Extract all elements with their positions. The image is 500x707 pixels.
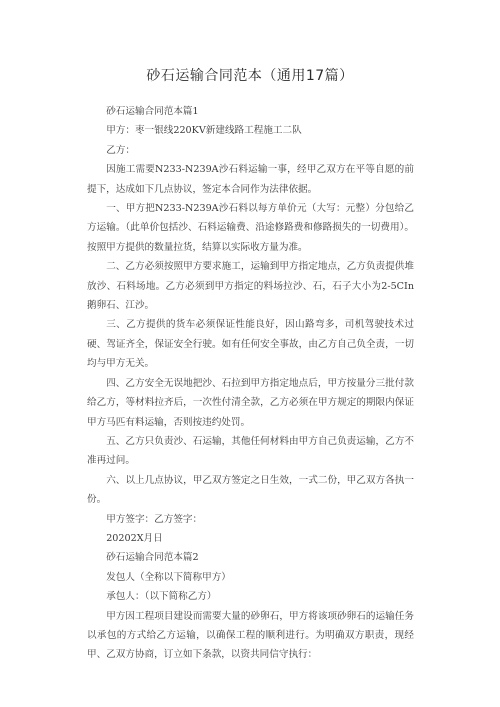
clause-6: 六、以上几点协议，甲乙双方签定之日生效，一式二份，甲乙双方各执一份。 — [87, 474, 414, 506]
clause-5: 五、乙方只负责沙、石运输，其他任何材料由甲方自己负责运输，乙方不准再过问。 — [87, 435, 414, 467]
clause-4: 四、乙方安全无误地把沙、石拉到甲方指定地点后，甲方按量分三批付款给乙方，等材料拉齐后，一次性付清全款，乙方必须在甲方规定的期限内保证甲方马匹有料运输，否则按违约处罚。 — [87, 377, 414, 428]
signature-line: 甲方签字：乙方签字： — [106, 513, 203, 525]
section-heading-2: 砂石运输合同范本篇2 — [106, 552, 199, 564]
paragraph-purpose: 甲方因工程项目建设而需要大量的砂卵石，甲方将该项砂卵石的运输任务以承包的方式给乙方运输，以确保工程的顺利进行。为明确双方职责，现经甲、乙双方协商，订立如下条款，以资共同信守执行： — [87, 610, 414, 661]
document-body — [87, 102, 414, 665]
paragraph-intro: 因施工需要N233-N239A沙石料运输一事，经甲乙双方在平等自愿的前提下，达成如下几点协议，签定本合同作为法律依据。 — [87, 164, 414, 195]
date-line: 20202X月日 — [106, 532, 163, 544]
clause-1: 一、甲方把N233-N239A沙石料以每方单价元（大写：元整）分包给乙方运输。（此单价包括沙、石料运输费、沿途修路费和修路损失的一切费用）。按照甲方提供的数量拉货，结算以实际收方量为准。 — [87, 203, 414, 253]
clause-2: 二、乙方必须按照甲方要求施工，运输到甲方指定地点，乙方负责提供堆放沙、石料场地。乙方必须到甲方指定的料场拉沙、石，石子大小为2-5CIn鹅卵石、江沙。 — [87, 261, 414, 312]
party-a-line: 甲方：枣一银线220KV新建线路工程施工二队 — [106, 125, 302, 137]
party-b-line: 乙方： — [106, 144, 135, 156]
document-title: 砂石运输合同范本（通用17篇） — [146, 68, 354, 84]
clause-3: 三、乙方提供的货车必须保证性能良好，因山路弯多，司机驾驶技术过硬、驾证齐全，保证安全行驶。如有任何安全事故，由乙方自己负全责，一切均与甲方无关。 — [87, 319, 414, 370]
contractor-line: 发包人（全称以下简称甲方） — [106, 571, 231, 583]
section-heading-1: 砂石运输合同范本篇1 — [106, 106, 199, 117]
contractee-line: 承包人：（以下简称乙方） — [106, 591, 217, 603]
